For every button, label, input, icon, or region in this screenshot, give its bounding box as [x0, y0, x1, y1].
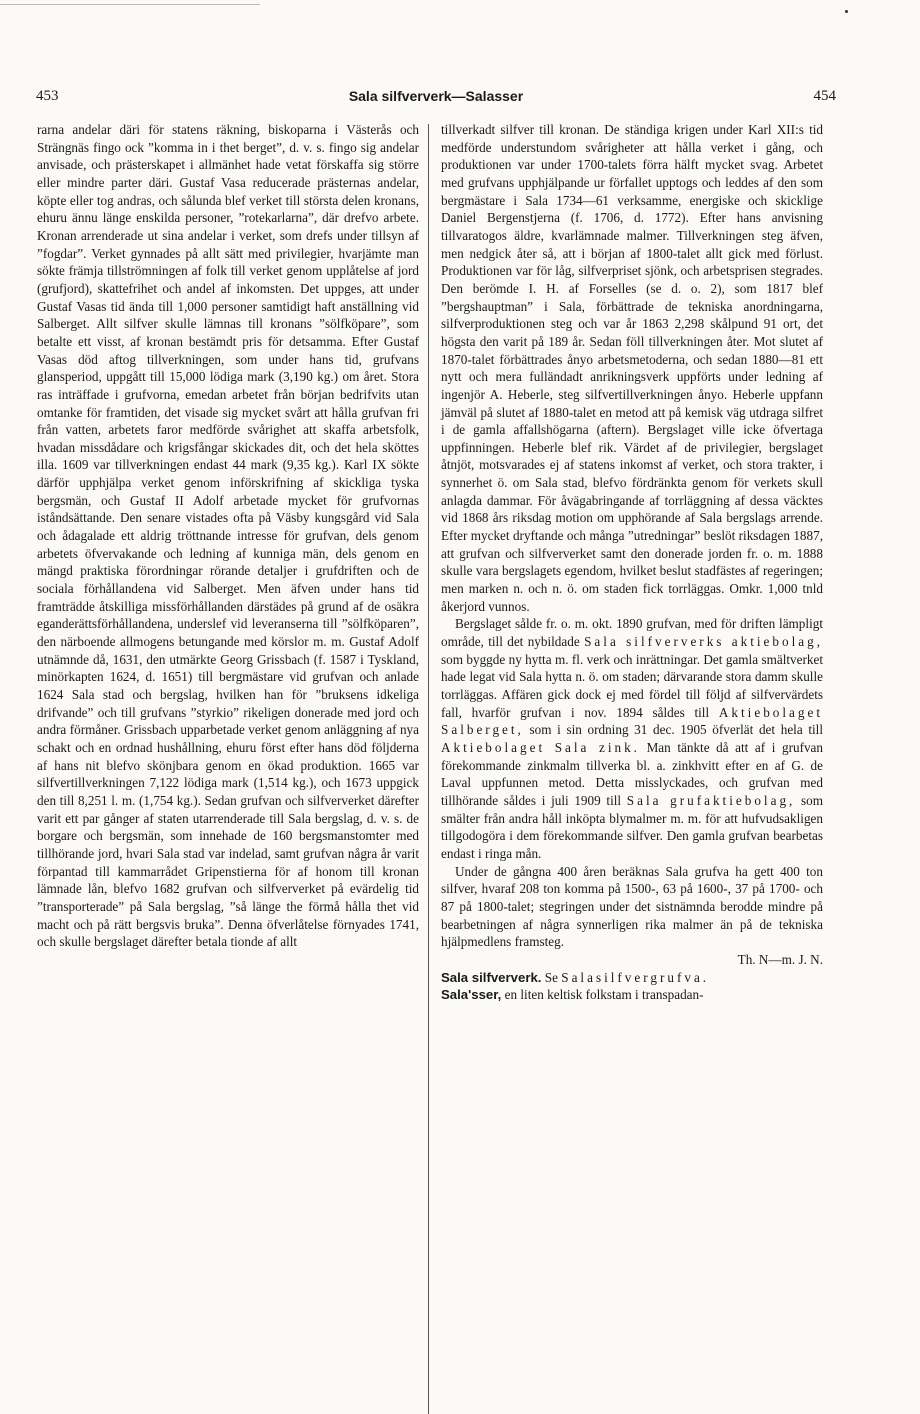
running-title: Sala silfververk—Salasser [348, 88, 524, 104]
company-name: Sala silfververks aktiebolag, [584, 634, 824, 650]
scan-speck [845, 10, 848, 13]
text-run: Bergslaget sålde fr. o. m. okt. 1890 grufvan, med för driften lämpligt område, till det nybildade [441, 616, 823, 650]
right-column [441, 121, 823, 1004]
entry-sala-silfververk [441, 969, 823, 987]
text-run: Se [544, 969, 558, 985]
entry-headword: Sala silfververk. [441, 969, 542, 985]
company-name: Aktiebolaget Sala zink. [441, 739, 640, 755]
page-header [36, 88, 836, 112]
company-name: Sala grufaktiebolag, [626, 792, 796, 808]
text-run: Man tänkte då att af i grufvan förekommande zinkmalm tillverka bl. a. zinkhvitt efter en af G. de Laval uppfunnen metod. Detta misslyckades, och grufvan med tillhörande såldes i juli 1909 till [441, 739, 823, 808]
entry-salasser [441, 986, 823, 1004]
text-run: som byggde ny hytta m. fl. verk och inrättningar. Det gamla smältverket hade legat vid Sala hytta n. ö. om staden; därvarande stora damm skulle torrläggas. Affären gick dock ej med fördel till följd af silfvervärdets fall, hvarför grufvan i nov. 1894 såldes till [441, 651, 823, 720]
entry-headword: Sala'sser, [441, 987, 502, 1003]
text-run: som i sin ordning 31 dec. 1905 öfverlät det hela till [529, 722, 823, 738]
column-divider [428, 124, 429, 1414]
author-signature: Th. N—m. J. N. [737, 951, 823, 967]
page-number-left: 453 [36, 88, 59, 104]
page-number-right: 454 [813, 88, 836, 104]
scan-edge-mark [0, 4, 260, 5]
right-paragraph-2 [441, 615, 823, 862]
left-paragraph: rarna andelar däri för statens räkning, biskoparna i Västerås och Strängnäs fingo ock ”komma in i thet berget”, d. v. s. fingo sig andelar anvisade, och prästerskapet i allmänhet hade vetat förskaffa sig större eller mindre parter däri. Gustaf Vasa reducerade prästernas andelar, köpte eller tog andras, och sålunda blef verket till största delen kronans, ehuru ännu länge enskilda personer, ”rotekarlarna”, där drefvo arbete. Kronan arrenderade ut sina andelar i verket, som drefs under tillsyn af ”fogdar”. Verket gynnades på allt sätt med privilegier, hvarjämte man sökte främja tillströmningen af folk till verket genom upplåtelse af jord (grufjord), skattefrihet och andel af inkomsten. Det uppges, att under Gustaf Vasas tid ända till 1,000 personer samtidigt haft anställning vid Salberget. Allt silfver skulle lämnas till kronans ”sölfköpare”, som betalte ett visst, af kronan bestämdt pris för detsamma. Efter Gustaf Vasas död aftog tillverkningen, som under hans tid, grufvans glansperiod, uppgått till 15,000 lödiga mark (3,190 kg.) om året. Stora ras inträffade i grufvorna, emedan arbetet från början bedrifvits utan omtanke för framtiden, det visade sig mycket svårt att hålla grufvan fri från vatten, arbetets faror medförde svårighet att skaffa arbetsfolk, hvadan missdådare och krigsfångar skickades dit, och det hela sköttes illa. 1609 var tillverkningen endast 44 mark (9,35 kg.). Karl IX sökte därför upphjälpa verket genom införskrifning af skickliga tyska bergsmän, och Gustaf II Adolf arbetade mycket för grufvornas iståndsättande. Den senare vistades ofta på Väsby kungsgård vid Sala och ådagalade ett aldrig tröttnande intresse för grufvan, dels genom arbetets öfvervakande och ledning af kunniga män, dels genom en mängd praktiska förordningar rörande detaljer i grufdriften och de sociala förhållandena vid Salberget. Men äfven under hans tid framträdde åtskilliga missförhållanden därstädes på grund af de osäkra eganderättsförhållandena, underslef vid leveranserna till ”sölfköparen”, den närboende allmogens betungande med körslor m. m. Gustaf Adolf utnämnde då, 1631, den utmärkte Georg Grissbach (f. 1587 i Tyskland, minörkapten 1624, d. 1651) till bergmästare vid grufvan och anlade 1624 Sala stad och bergslag, hvilken han för ”bruksens idkeliga drifvande” och till grufvans ”styrkio” rikeligen donerade med jord och andra förmåner. Grissbach upparbetade verket genom anläggning af nya schakt och en ordnad hushållning, ehuru först efter hans död följderna af hans nit blefvo skönjbara genom en ökad produktion. 1665 var silfvertillverkningen 7,122 lödiga mark (1,514 kg.), och 1673 uppgick den till 8,251 l. m. (1,754 kg.). Sedan grufvan och silfververket därefter varit ett par gånger af staten utarrenderade till Sala bergslag, d. v. s. de borgare och bergsmän, som innehade de 160 bergsmanstomter med tillhörande jord, hvari Sala stad var indelad, samt grufvan några år varit förpantad till kammarrådet Gripenstierna för af honom till kronan lämnade lån, blefvo 1682 grufvan och silfververket på evärdelig tid ”transporterade” på Sala bergslag, ”så länge the förmå hålla thet vid macht och på rätt bergsvis bruka”. Denna öfverlåtelse förnyades 1741, och skulle bergslaget därefter betala tionde af allt [37, 122, 419, 950]
text-run: en liten keltisk folkstam i transpadan- [504, 987, 704, 1003]
left-column [37, 121, 419, 951]
text-run: som smälter från andra håll inköpta blymalmer m. m. för att hufvudsakligen tillgodogöra i dem förekommande silfver. Den gamla grufvan bearbetas endast i ringa mån. [441, 792, 824, 861]
company-name: Aktiebolaget Salberget, [441, 704, 824, 738]
right-paragraph-1: tillverkadt silfver till kronan. De ständiga krigen under Karl XII:s tid medförde understundom svårigheter att hålla verket i gång, och produktionen var under 1700-talets förra hälft mycket svag. Arbetet med grufvans upphjälpande ur förfallet upptogs och leddes af den som bergmästare i Sala 1734—61 verksamme, energiske och skicklige Daniel Bergenstjerna (f. 1706, d. 1772). Efter hans anvisning tillvaratogos äldre, kvarlämnade malmer. Tillverkningen steg äfven, men nedgick åter så, att i början af 1800-talet allt gick med förlust. Produktionen var för låg, silfverpriset sjönk, och arbetsprisen stegrades. Den berömde I. H. af Forselles (se d. o. 2), som 1817 blef ”bergshauptman” i Sala, förbättrade de tekniska anordningarna, silfverproduktionen steg och var år 1863 2,298 skålpund 91 ort, det högsta den varit på 189 år. Sedan föll tillverkningen åter. Mot slutet af 1870-talet förbättrades ånyo arbetsmetoderna, och sedan 1880—81 ett nytt och mera fulländadt anrikningsverk uppförts under ledning af ingenjör A. Heberle, steg silfvertillverkningen ånyo. Heberle uppfann jämväl på slutet af 1880-talet en metod att på kemisk väg utdraga silfret i de gamla affallshögarna (aftern). Bergslaget ville icke öfvertaga uppfinningen. Heberle blef rik. Värdet af de privilegier, bergslaget åtnjöt, motsvarades ej af statens inkomst af verket, och stora trakter, i synnerhet ö. om Sala stad, blefvo fördränkta genom för verkets skull anlagda dammar. För åvägabringande af torrläggning af dessa väcktes vid 1868 års riksdag motion om upphörande af Sala bergslags arrende. Efter mycket dryftande och många ”utredningar” beslöt riksdagen 1887, att grufvan och silfververket samt den donerade jorden fr. o. m. 1888 skulle vara bergslagets egendom, hvilket beslut stadfästes af regeringen; men marken n. och n. ö. om staden fick torrläggas. Omkr. 1,000 tnld åkerjord vunnos. [441, 122, 823, 614]
right-paragraph-3: Under de gångna 400 åren beräknas Sala grufva ha gett 400 ton silfver, hvaraf 208 ton komma på 1500-, 63 på 1600-, 37 på 1700- och 87 på 1800-talet; stegringen under det sistnämnda berodde mindre på bearbetningen af några synnerligen rika malmer än på de tekniska hjälpmedlens framsteg. [441, 863, 823, 950]
cross-reference: Salasilfvergrufva. [561, 969, 710, 985]
